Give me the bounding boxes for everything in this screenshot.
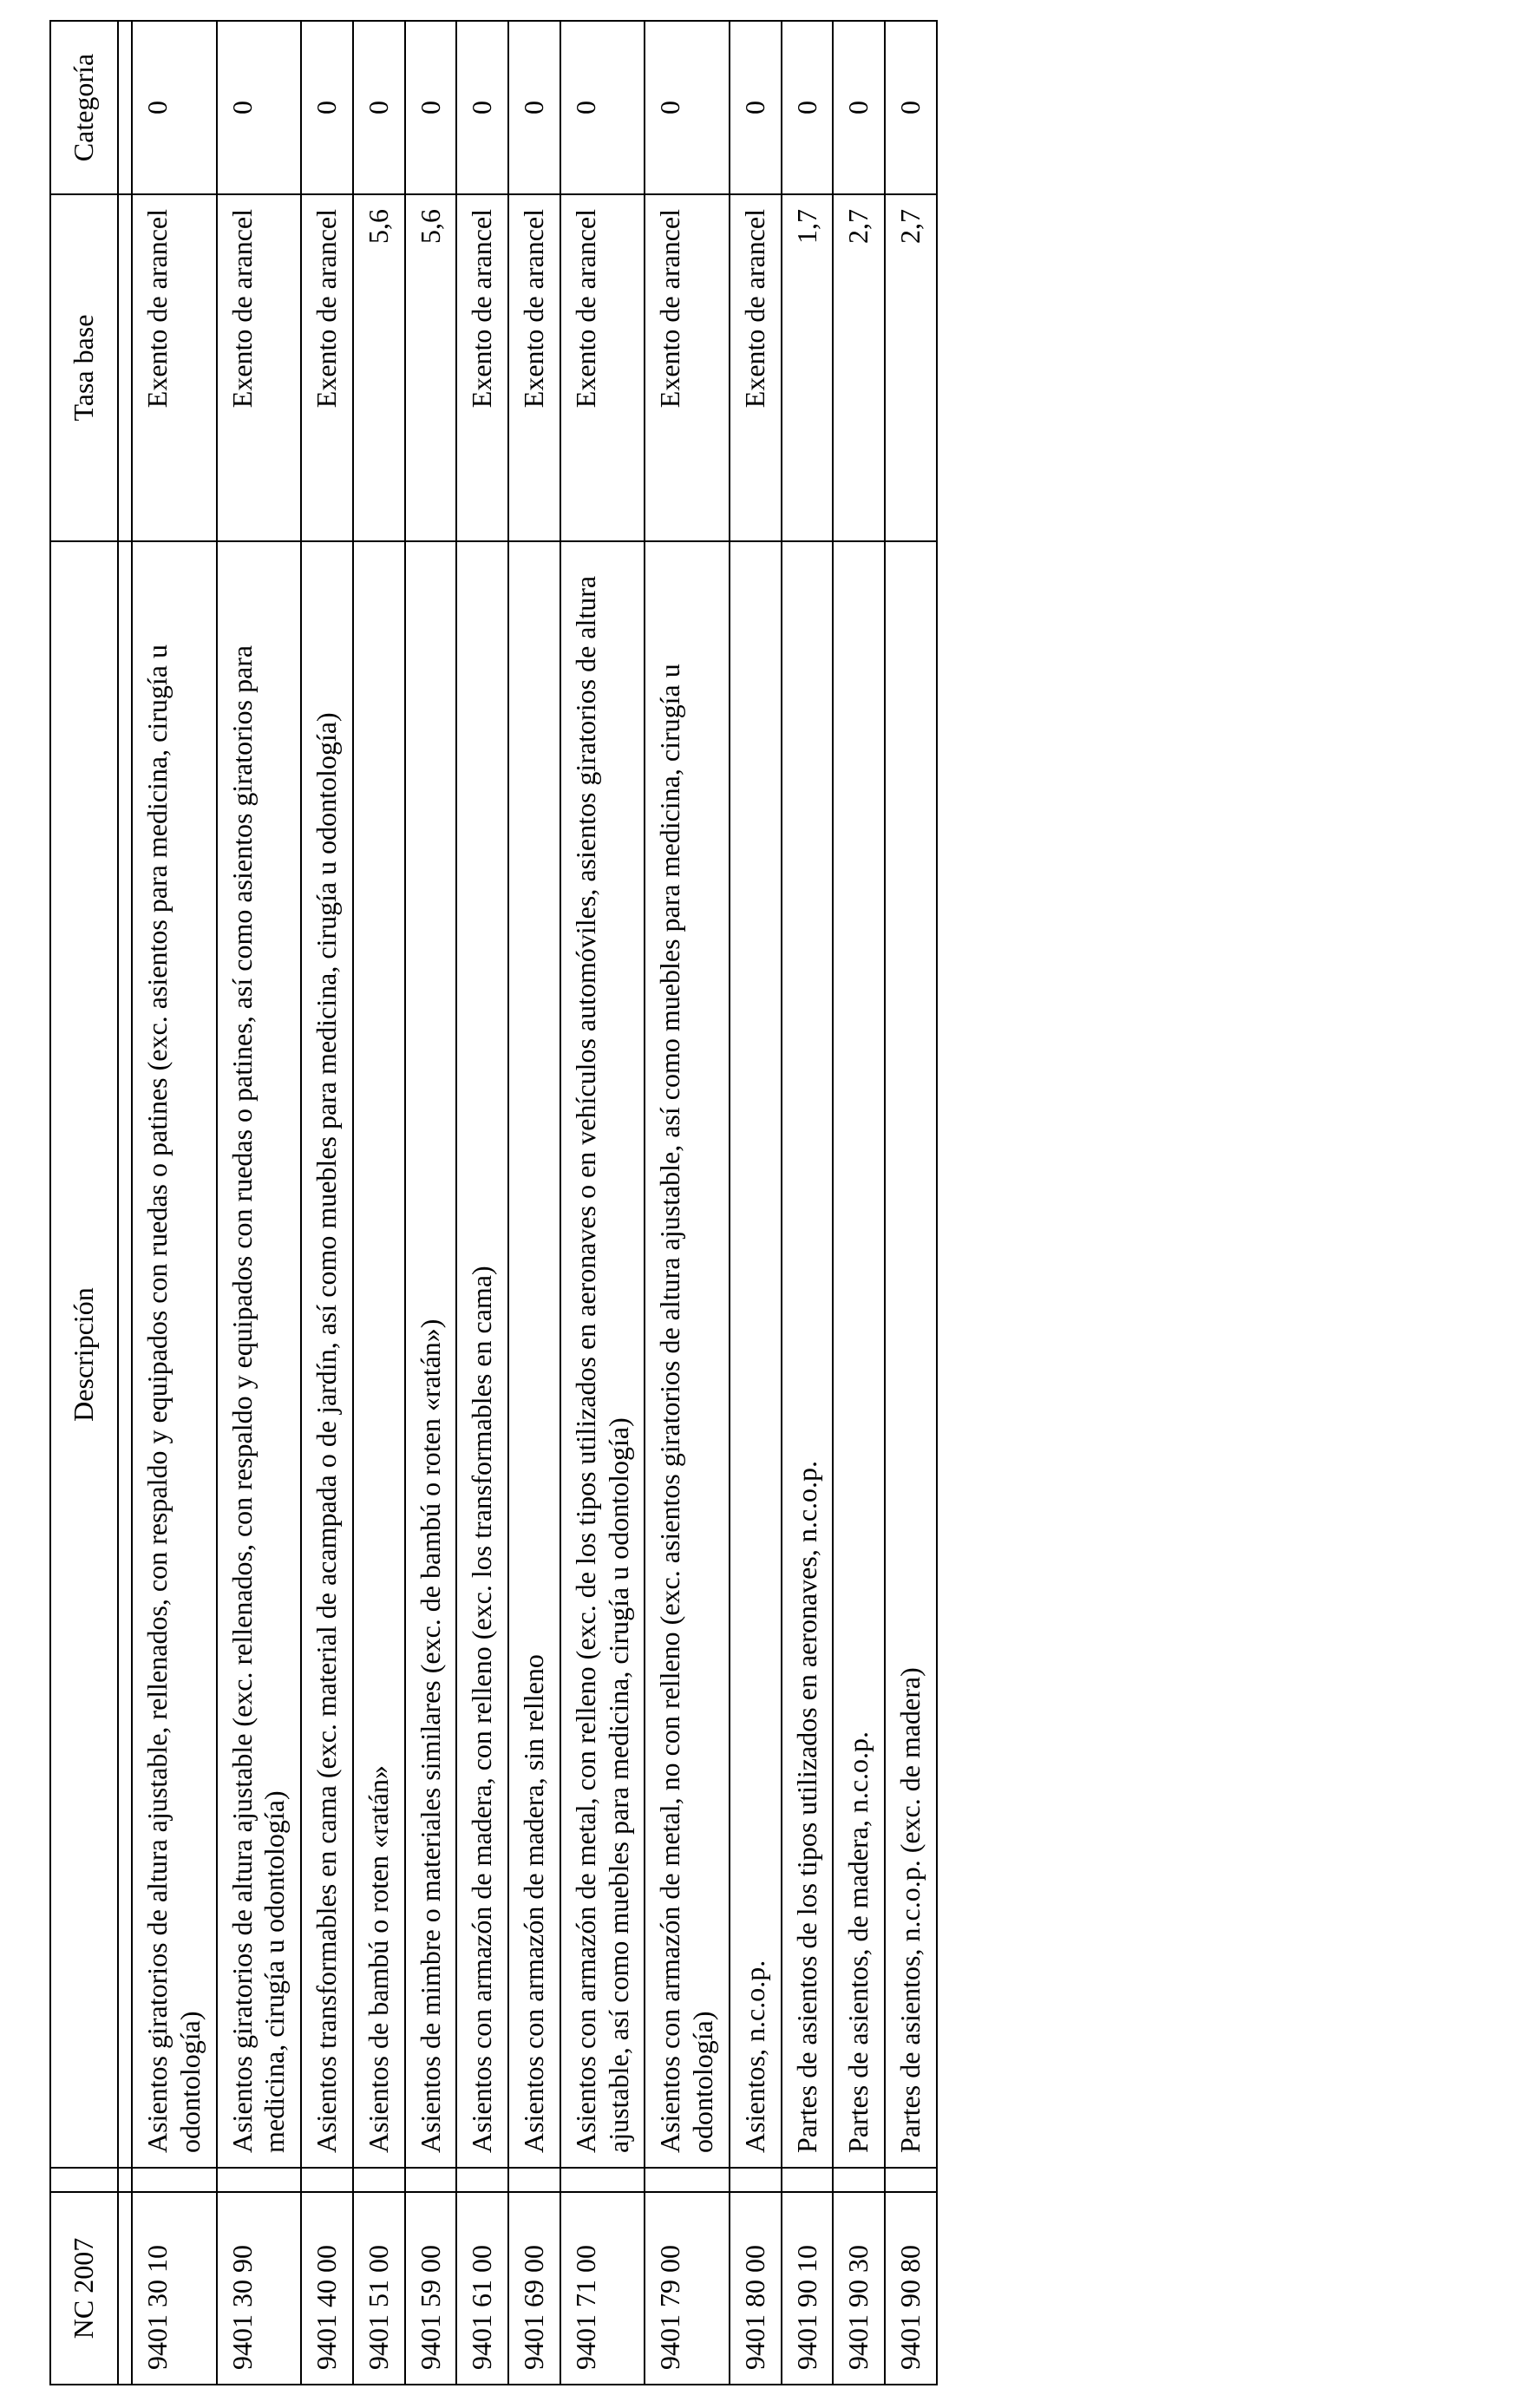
cell-spacer — [833, 2168, 885, 2192]
cell-code: 9401 40 00 — [301, 2192, 353, 2385]
cell-code: 9401 59 00 — [405, 2192, 457, 2385]
cell-category: 0 — [301, 21, 353, 194]
header-spacer — [50, 2168, 118, 2192]
table-row — [833, 21, 885, 2385]
cell-base-rate: Exento de arancel — [301, 194, 353, 541]
cell-description: Asientos con armazón de metal, no con relleno (exc. asientos giratorios de altura ajustable, así como muebles para medicina, cirugía u odontología) — [645, 541, 730, 2168]
cell-code: 9401 51 00 — [353, 2192, 405, 2385]
cell-category: 0 — [885, 21, 937, 194]
cell-category: 0 — [456, 21, 508, 194]
cell-category: 0 — [833, 21, 885, 194]
cell-category: 0 — [782, 21, 834, 194]
cell-spacer — [645, 2168, 730, 2192]
table-row — [730, 21, 782, 2385]
cell-base-rate: Exento de arancel — [508, 194, 560, 541]
header-base-rate: Tasa base — [50, 194, 118, 541]
cell-base-rate: Exento de arancel — [560, 194, 645, 541]
cell-code: 9401 71 00 — [560, 2192, 645, 2385]
cell-code: 9401 30 90 — [217, 2192, 302, 2385]
table-header-row — [50, 21, 118, 2385]
cell-base-rate: 1,7 — [782, 194, 834, 541]
cell-category: 0 — [405, 21, 457, 194]
cell-code: 9401 79 00 — [645, 2192, 730, 2385]
table-row — [782, 21, 834, 2385]
table-row — [217, 21, 302, 2385]
table-row — [301, 21, 353, 2385]
cell-base-rate: Exento de arancel — [456, 194, 508, 541]
header-description: Descripción — [50, 541, 118, 2168]
cell-base-rate: 2,7 — [833, 194, 885, 541]
cell-base-rate: 5,6 — [353, 194, 405, 541]
cell-base-rate: 2,7 — [885, 194, 937, 541]
cell-category: 0 — [730, 21, 782, 194]
cell-base-rate: Exento de arancel — [132, 194, 217, 541]
cell-code: 9401 90 10 — [782, 2192, 834, 2385]
cell-code: 9401 90 80 — [885, 2192, 937, 2385]
cell-spacer — [456, 2168, 508, 2192]
table-row — [132, 21, 217, 2385]
cell-category: 0 — [132, 21, 217, 194]
cell-spacer — [132, 2168, 217, 2192]
cell-spacer — [508, 2168, 560, 2192]
cell-category: 0 — [560, 21, 645, 194]
cell-code: 9401 90 30 — [833, 2192, 885, 2385]
cell-description: Partes de asientos de los tipos utilizados en aeronaves, n.c.o.p. — [782, 541, 834, 2168]
table-row — [885, 21, 937, 2385]
cell-code: 9401 80 00 — [730, 2192, 782, 2385]
cell-spacer — [885, 2168, 937, 2192]
cell-spacer — [217, 2168, 302, 2192]
cell-category: 0 — [645, 21, 730, 194]
rotated-table-wrapper — [49, 22, 1051, 2385]
cell-description: Partes de asientos, n.c.o.p. (exc. de madera) — [885, 541, 937, 2168]
table-row — [560, 21, 645, 2385]
cell-description: Asientos con armazón de madera, sin relleno — [508, 541, 560, 2168]
cell-code: 9401 30 10 — [132, 2192, 217, 2385]
cell-description: Asientos de mimbre o materiales similares (exc. de bambú o roten «ratán») — [405, 541, 457, 2168]
cell-description: Asientos giratorios de altura ajustable (exc. rellenados, con respaldo y equipados con ruedas o patines, así como asientos giratorios para medicina, cirugía u odontología) — [217, 541, 302, 2168]
cell-base-rate: Exento de arancel — [217, 194, 302, 541]
cell-category: 0 — [353, 21, 405, 194]
cell-code: 9401 69 00 — [508, 2192, 560, 2385]
cell-spacer — [782, 2168, 834, 2192]
cell-category: 0 — [508, 21, 560, 194]
tariff-table — [49, 20, 938, 2385]
cell-description: Asientos con armazón de metal, con relleno (exc. de los tipos utilizados en aeronaves o en vehículos automóviles, asientos giratorios de altura ajustable, así como muebles para medicina, cirugía u odontología) — [560, 541, 645, 2168]
table-row — [405, 21, 457, 2385]
table-row — [456, 21, 508, 2385]
cell-code: 9401 61 00 — [456, 2192, 508, 2385]
cell-spacer — [730, 2168, 782, 2192]
cell-base-rate: Exento de arancel — [730, 194, 782, 541]
header-code: NC 2007 — [50, 2192, 118, 2385]
table-row — [508, 21, 560, 2385]
cell-base-rate: 5,6 — [405, 194, 457, 541]
cell-description: Partes de asientos, de madera, n.c.o.p. — [833, 541, 885, 2168]
table-row — [645, 21, 730, 2385]
cell-category: 0 — [217, 21, 302, 194]
header-category: Categoría — [50, 21, 118, 194]
cell-description: Asientos con armazón de madera, con relleno (exc. los transformables en cama) — [456, 541, 508, 2168]
table-row — [353, 21, 405, 2385]
cell-spacer — [353, 2168, 405, 2192]
cell-base-rate: Exento de arancel — [645, 194, 730, 541]
cell-description: Asientos de bambú o roten «ratán» — [353, 541, 405, 2168]
cell-spacer — [560, 2168, 645, 2192]
cell-description: Asientos giratorios de altura ajustable, rellenados, con respaldo y equipados con ruedas o patines (exc. asientos para medicina, cirugía u odontología) — [132, 541, 217, 2168]
cell-description: Asientos, n.c.o.p. — [730, 541, 782, 2168]
cell-description: Asientos transformables en cama (exc. material de acampada o de jardín, así como muebles para medicina, cirugía u odontología) — [301, 541, 353, 2168]
spacer-row — [118, 21, 132, 2385]
cell-spacer — [405, 2168, 457, 2192]
cell-spacer — [301, 2168, 353, 2192]
